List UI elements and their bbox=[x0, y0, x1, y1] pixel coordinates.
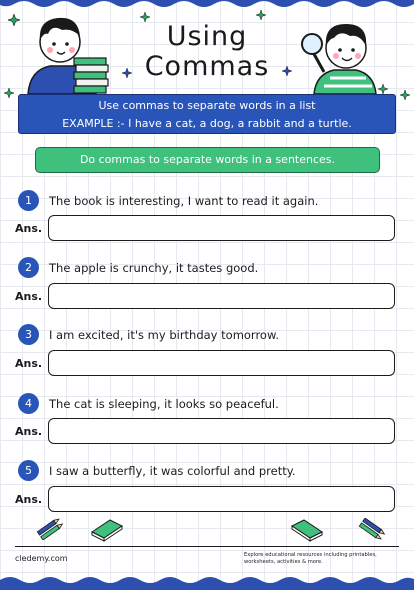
example-text: EXAMPLE :- I have a cat, a dog, a rabbit and a turtle. bbox=[62, 117, 352, 130]
book-icon bbox=[290, 516, 324, 542]
footer-site-name: cledemy.com bbox=[15, 554, 68, 563]
bottom-wave-border bbox=[0, 570, 414, 590]
question-number-badge: 5 bbox=[18, 460, 39, 481]
title-line-2: Commas bbox=[144, 51, 270, 82]
answer-label: Ans. bbox=[15, 357, 43, 370]
answer-field[interactable] bbox=[48, 418, 395, 444]
question-number-badge: 3 bbox=[18, 324, 39, 345]
question-number-badge: 2 bbox=[18, 257, 39, 278]
question-number-badge: 4 bbox=[18, 393, 39, 414]
sparkle-icon bbox=[400, 90, 410, 100]
sparkle-icon bbox=[4, 88, 14, 98]
boy-with-books-illustration bbox=[22, 12, 114, 94]
question-text: The apple is crunchy, it tastes good. bbox=[49, 261, 259, 275]
page-title bbox=[130, 22, 284, 82]
rule-banner bbox=[18, 94, 396, 134]
answer-field[interactable] bbox=[48, 486, 395, 512]
instruction-bar: Do commas to separate words in a sentences. bbox=[35, 147, 380, 173]
sparkle-icon bbox=[378, 84, 388, 94]
footer-divider bbox=[15, 546, 399, 547]
answer-field[interactable] bbox=[48, 215, 395, 241]
answer-label: Ans. bbox=[15, 493, 43, 506]
answer-label: Ans. bbox=[15, 425, 43, 438]
book-icon bbox=[90, 516, 124, 542]
pencil-icon bbox=[36, 518, 64, 540]
sparkle-icon bbox=[122, 68, 132, 78]
question-text: I am excited, it's my birthday tomorrow. bbox=[49, 328, 279, 342]
sparkle-icon bbox=[282, 66, 292, 76]
answer-label: Ans. bbox=[15, 290, 43, 303]
question-number-badge: 1 bbox=[18, 190, 39, 211]
footer-note: Explore educational resources including printables, worksheets, activities & more. bbox=[244, 552, 377, 565]
answer-field[interactable] bbox=[48, 283, 395, 309]
sparkle-icon bbox=[256, 10, 266, 20]
answer-field[interactable] bbox=[48, 350, 395, 376]
pencil-icon bbox=[358, 518, 386, 540]
rule-text: Use commas to separate words in a list bbox=[98, 99, 316, 112]
top-wave-border bbox=[0, 0, 414, 12]
sparkle-icon bbox=[140, 12, 150, 22]
question-text: I saw a butterfly, it was colorful and pretty. bbox=[49, 464, 296, 478]
boy-with-magnifier-illustration bbox=[300, 14, 382, 94]
answer-label: Ans. bbox=[15, 222, 43, 235]
question-text: The cat is sleeping, it looks so peaceful. bbox=[49, 397, 279, 411]
title-line-1: Using bbox=[166, 21, 248, 52]
sparkle-icon bbox=[8, 14, 20, 26]
question-text: The book is interesting, I want to read it again. bbox=[49, 194, 319, 208]
